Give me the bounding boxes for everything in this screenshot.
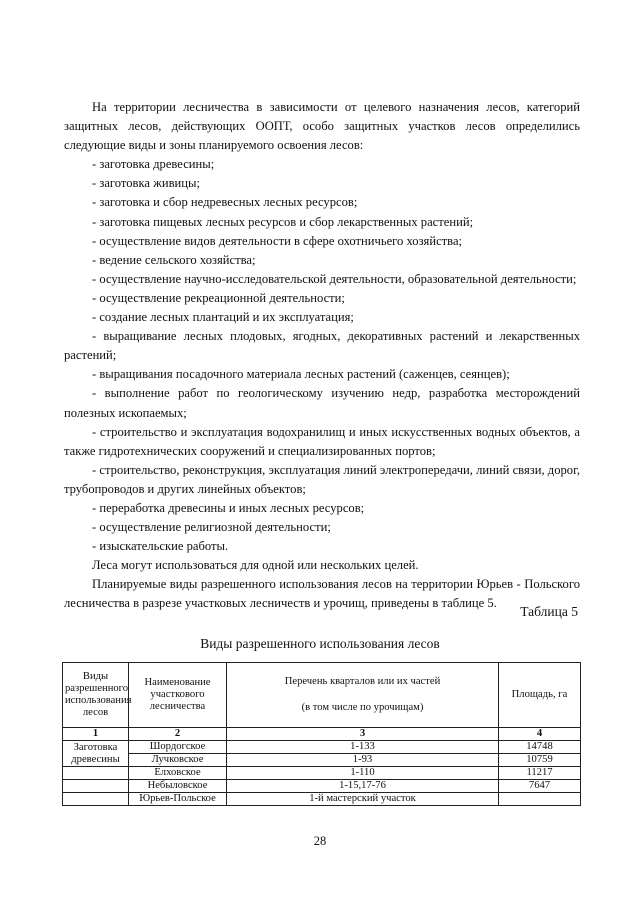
list-item: - ведение сельского хозяйства; xyxy=(92,252,256,267)
list-item: - осуществление научно-исследовательской деятельности, образовательной деятельности; xyxy=(92,271,577,286)
list-item: - строительство и эксплуатация водохранилищ и иных искусственных водных объектов, а также гидротехнических сооружений и специализированных портов; xyxy=(64,424,580,458)
area-cell: 10759 xyxy=(499,754,581,767)
area-cell xyxy=(499,793,581,806)
forest-use-table xyxy=(62,662,581,806)
quarters-cell: 1-й мастерский участок xyxy=(227,793,499,806)
header-use-type: Виды разрешенного использования лесов xyxy=(63,663,129,728)
list-item: - выращивание лесных плодовых, ягодных, декоративных растений и лекарственных растений; xyxy=(64,329,580,363)
column-number: 3 xyxy=(227,728,499,741)
forestry-cell: Небыловское xyxy=(129,780,227,793)
list-item: - заготовка древесины; xyxy=(92,157,215,172)
empty-cell xyxy=(63,780,129,793)
table-header-row xyxy=(63,663,581,728)
body-text xyxy=(64,98,580,614)
forestry-cell: Шордогское xyxy=(129,741,227,754)
table-row xyxy=(63,793,581,806)
table-row xyxy=(63,741,581,754)
quarters-cell: 1-15,17-76 xyxy=(227,780,499,793)
table-row xyxy=(63,754,581,767)
list-item: - создание лесных плантаций и их эксплуатация; xyxy=(92,310,354,325)
column-number-row xyxy=(63,728,581,741)
area-cell: 11217 xyxy=(499,767,581,780)
header-area: Площадь, га xyxy=(499,663,581,728)
list-item: - переработка древесины и иных лесных ресурсов; xyxy=(92,500,365,515)
forestry-cell: Лучковское xyxy=(129,754,227,767)
list-item: - заготовка пищевых лесных ресурсов и сбор лекарственных растений; xyxy=(92,214,474,229)
list-item: - осуществление рекреационной деятельности; xyxy=(92,290,345,305)
forestry-cell: Юрьев-Польское xyxy=(129,793,227,806)
table-row xyxy=(63,767,581,780)
header-quarters-line2: (в том числе по урочищам) xyxy=(301,702,424,713)
list-item: - строительство, реконструкция, эксплуатация линий электропередачи, линий связи, дорог, трубопроводов и других линейных объектов; xyxy=(64,462,580,496)
quarters-cell: 1-133 xyxy=(227,741,499,754)
quarters-cell: 1-93 xyxy=(227,754,499,767)
list-item: - изыскательские работы. xyxy=(92,539,229,554)
empty-cell xyxy=(63,793,129,806)
quarters-cell: 1-110 xyxy=(227,767,499,780)
empty-cell xyxy=(63,767,129,780)
list-item: - осуществление видов деятельности в сфере охотничьего хозяйства; xyxy=(92,233,463,248)
use-type-cell: Заготовка древесины xyxy=(63,741,129,767)
area-cell: 7647 xyxy=(499,780,581,793)
table-label: Таблица 5 xyxy=(520,604,578,619)
intro-paragraph: На территории лесничества в зависимости от целевого назначения лесов, категорий защитных лесов, действующих ООПТ, особо защитных участков лесов определились следующие виды и зоны планируемого освоения лесов: xyxy=(64,100,580,153)
reference-paragraph: Планируемые виды разрешенного использования лесов на территории Юрьев - Польского лесничества в разрезе участковых лесничеств и урочищ, приведены в таблице 5. xyxy=(64,577,580,611)
header-quarters xyxy=(227,663,499,728)
table-title: Виды разрешенного использования лесов xyxy=(200,636,440,651)
list-item: - выращивания посадочного материала лесных растений (саженцев, сеянцев); xyxy=(92,367,510,382)
column-number: 2 xyxy=(129,728,227,741)
page-number: 28 xyxy=(313,834,327,848)
forestry-cell: Елховское xyxy=(129,767,227,780)
list-item: - выполнение работ по геологическому изучению недр, разработка месторождений полезных ископаемых; xyxy=(64,386,580,420)
list-item: - осуществление религиозной деятельности; xyxy=(92,520,331,535)
table-row xyxy=(63,780,581,793)
list-item: - заготовка живицы; xyxy=(92,176,200,191)
list-item: - заготовка и сбор недревесных лесных ресурсов; xyxy=(92,195,358,210)
header-quarters-line1: Перечень кварталов или их частей xyxy=(284,676,441,687)
sentence-paragraph: Леса могут использоваться для одной или нескольких целей. xyxy=(92,558,419,573)
area-cell: 14748 xyxy=(499,741,581,754)
column-number: 4 xyxy=(499,728,581,741)
header-forestry: Наименование участкового лесничества xyxy=(129,663,227,728)
column-number: 1 xyxy=(63,728,129,741)
